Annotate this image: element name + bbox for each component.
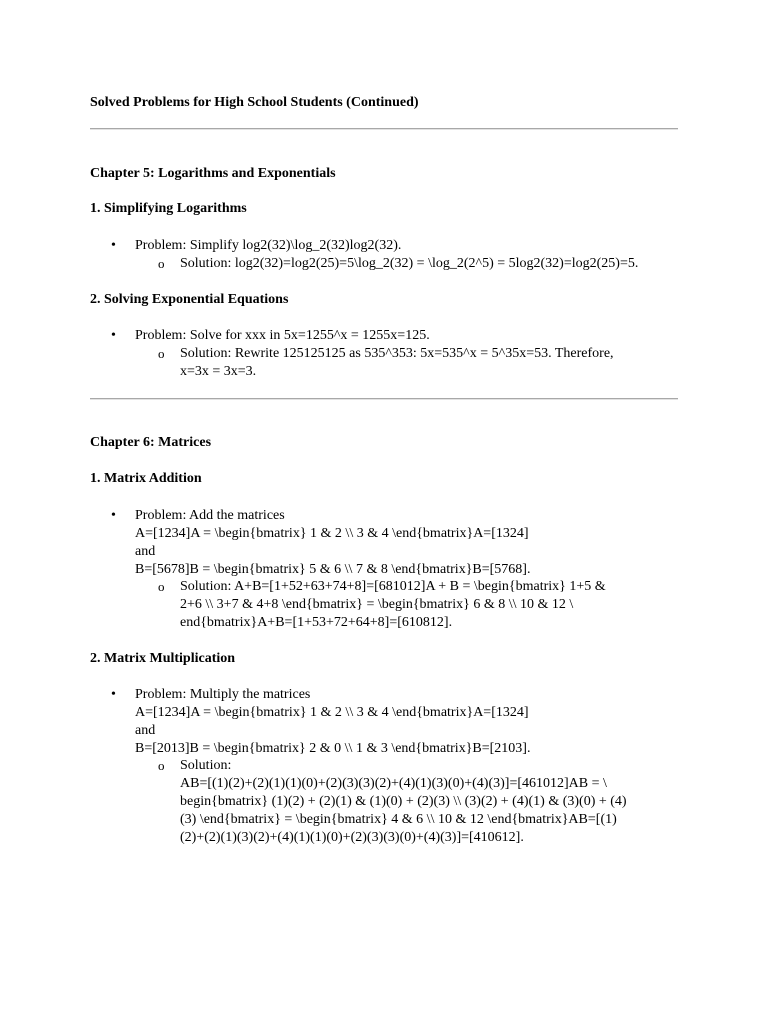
problem-line: • Problem: Add the matrices — [135, 508, 285, 523]
horizontal-rule — [90, 128, 678, 130]
solution-line: x=3x = 3x=3. — [180, 364, 257, 379]
solution-line: end{bmatrix}A+B=[1+53+72+64+8]=[610812]. — [180, 615, 453, 630]
section-heading-matrix-addition: 1. Matrix Addition — [90, 471, 202, 486]
solution-line: (3) \end{bmatrix} = \begin{bmatrix} 4 & 6 \\ 10 & 12 \end{bmatrix}AB=[(1) — [180, 812, 617, 827]
problem-text: • Problem: Simplify log2(32)\log_2(32)log2(32). — [135, 238, 402, 253]
section-heading-matrix-multiplication: 2. Matrix Multiplication — [90, 651, 236, 666]
solution-line: o Solution: Rewrite 125125125 as 535^353: 5x=535^x = 5^35x=53. Therefore, — [180, 346, 614, 361]
solution-item — [180, 757, 678, 847]
problem-line: • Problem: Multiply the matrices — [135, 687, 311, 702]
problem-line: and — [135, 544, 156, 559]
chapter-5-heading: Chapter 5: Logarithms and Exponentials — [90, 166, 336, 181]
problem-item — [135, 237, 678, 255]
solution-line: o Solution: — [180, 758, 232, 773]
problem-item — [135, 327, 678, 345]
problem-text: • Problem: Solve for xxx in 5x=1255^x = 1255x=125. — [135, 328, 430, 343]
solution-line: (2)+(2)(1)(3)(2)+(4)(1)(1)(0)+(2)(3)(3)(0)+(4)(3)]=[410612]. — [180, 830, 524, 845]
problem-line: and — [135, 723, 156, 738]
solution-text: o Solution: log2(32)=log2(25)=5\log_2(32) = \log_2(2^5) = 5log2(32)=log2(25)=5. — [180, 256, 639, 271]
problem-line: B=[5678]B = \begin{bmatrix} 5 & 6 \\ 7 & 8 \end{bmatrix}B=[5768]. — [135, 562, 531, 577]
solution-line: begin{bmatrix} (1)(2) + (2)(1) & (1)(0) + (2)(3) \\ (3)(2) + (4)(1) & (3)(0) + (4) — [180, 794, 627, 809]
problem-item — [135, 686, 678, 758]
solution-line: o Solution: A+B=[1+52+63+74+8]=[681012]A + B = \begin{bmatrix} 1+5 & — [180, 579, 606, 594]
problem-line: B=[2013]B = \begin{bmatrix} 2 & 0 \\ 1 & 3 \end{bmatrix}B=[2103]. — [135, 741, 531, 756]
solution-line: AB=[(1)(2)+(2)(1)(1)(0)+(2)(3)(3)(2)+(4)(1)(3)(0)+(4)(3)]=[461012]AB = \ — [180, 776, 607, 791]
chapter-6-heading: Chapter 6: Matrices — [90, 435, 212, 450]
solution-item — [180, 255, 678, 273]
problem-line: A=[1234]A = \begin{bmatrix} 1 & 2 \\ 3 & 4 \end{bmatrix}A=[1324] — [135, 526, 529, 541]
section-heading-solving-exponential-equations: 2. Solving Exponential Equations — [90, 292, 289, 307]
horizontal-rule — [90, 398, 678, 400]
document-title: Solved Problems for High School Students (Continued) — [90, 95, 419, 110]
solution-item — [180, 578, 678, 632]
section-heading-simplifying-logarithms: 1. Simplifying Logarithms — [90, 201, 247, 216]
problem-item — [135, 507, 678, 579]
solution-item — [180, 345, 678, 381]
problem-line: A=[1234]A = \begin{bmatrix} 1 & 2 \\ 3 & 4 \end{bmatrix}A=[1324] — [135, 705, 529, 720]
solution-line: 2+6 \\ 3+7 & 4+8 \end{bmatrix} = \begin{bmatrix} 6 & 8 \\ 10 & 12 \ — [180, 597, 574, 612]
